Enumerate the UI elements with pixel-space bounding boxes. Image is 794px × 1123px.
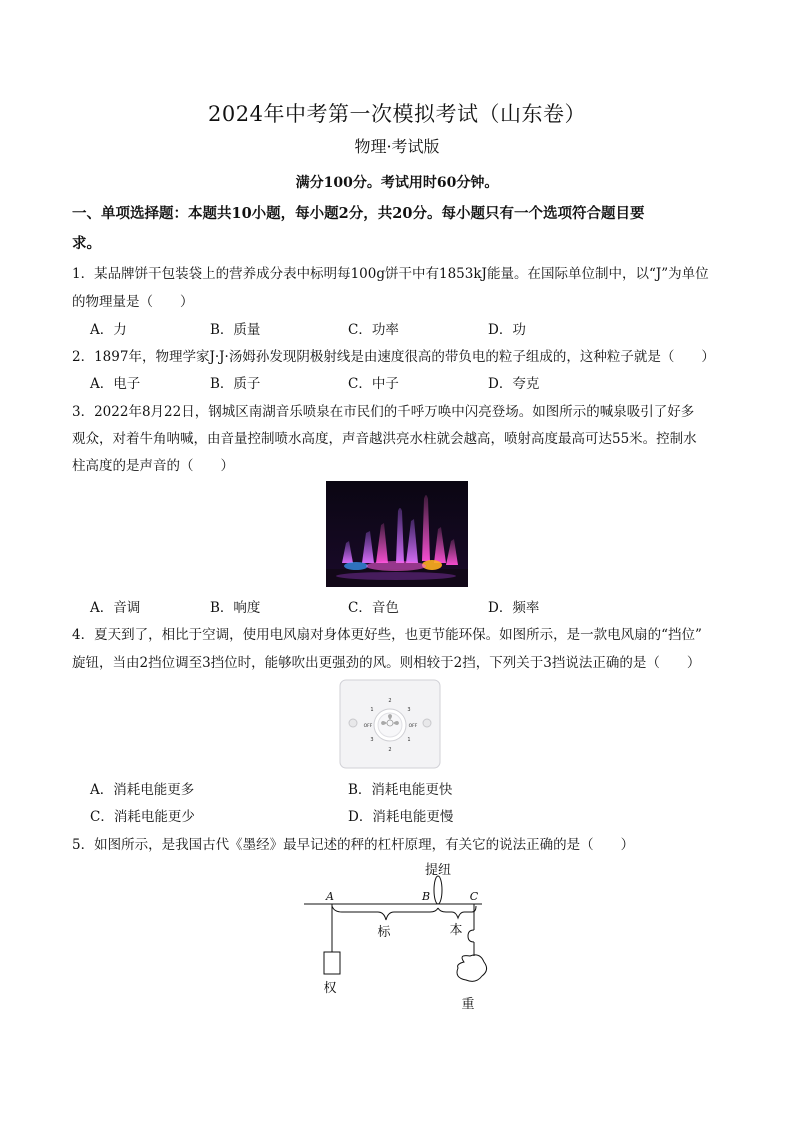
exam-info: 满分100分。考试用时60分钟。	[295, 175, 499, 191]
question-3-line2: 观众，对着牛角呐喊，由音量控制喷水高度，声音越洪亮水柱就会越高，喷射高度最高可达55米。控制水	[72, 431, 697, 447]
knob-label-1-left: 1	[370, 707, 374, 713]
question-1-line2: 的物理量是（ ）	[72, 294, 194, 310]
q1-option-d: D．功	[488, 322, 526, 338]
q4-option-a: A．消耗电能更多	[90, 782, 195, 798]
q1-option-c: C．功率	[348, 322, 399, 338]
section-heading-line2: 求。	[72, 235, 101, 252]
q2-option-b: B．质子	[210, 376, 261, 392]
page-subtitle: 物理·考试版	[354, 137, 440, 156]
knob-label-off-left: OFF	[363, 724, 373, 729]
q1-option-a: A．力	[90, 322, 127, 338]
fan-knob-photo	[339, 679, 441, 769]
question-5-line1: 5．如图所示，是我国古代《墨经》最早记述的秤的杠杆原理，有关它的说法正确的是（ ）	[72, 837, 635, 853]
knob-label-1-right: 1	[407, 737, 411, 743]
q3-option-b: B．响度	[210, 600, 261, 616]
q2-option-a: A．电子	[90, 376, 141, 392]
q3-option-a: A．音调	[90, 600, 141, 616]
knob-label-2-top: 2	[388, 698, 392, 704]
question-4-line2: 旋钮，当由2挡位调至3挡位时，能够吹出更强劲的风。则相较于2挡，下列关于3挡说法正确的是（ ）	[72, 655, 701, 671]
question-3-line3: 柱高度的是声音的（ ）	[72, 458, 234, 474]
label-C: C	[469, 890, 479, 903]
label-ti-niu: 提纽	[424, 863, 452, 878]
knob-label-3-right: 3	[407, 707, 411, 713]
q4-option-c: C．消耗电能更少	[90, 809, 195, 825]
q2-option-c: C．中子	[348, 376, 399, 392]
steelyard-diagram	[298, 858, 498, 1016]
question-4-line1: 4．夏天到了，相比于空调，使用电风扇对身体更好些，也更节能环保。如图所示，是一款电风扇的“挡位”	[72, 627, 702, 643]
q3-option-d: D．频率	[488, 600, 540, 616]
q3-option-c: C．音色	[348, 600, 399, 616]
label-quan: 权	[323, 981, 337, 996]
q2-option-d: D．夸克	[488, 376, 540, 392]
knob-label-2-bottom: 2	[388, 747, 392, 753]
q4-option-b: B．消耗电能更快	[348, 782, 453, 798]
fountain-photo	[326, 481, 468, 587]
question-3-line1: 3．2022年8月22日，钢城区南湖音乐喷泉在市民们的千呼万唤中闪亮登场。如图所示的喊泉吸引了好多	[72, 404, 695, 420]
label-biao: 标	[377, 925, 391, 940]
page-title: 2024年中考第一次模拟考试（山东卷）	[208, 102, 586, 126]
section-heading-line1: 一、单项选择题：本题共10小题，每小题2分，共20分。每小题只有一个选项符合题目要	[72, 205, 645, 222]
label-A: A	[326, 890, 334, 903]
label-B: B	[421, 890, 431, 903]
q1-option-b: B．质量	[210, 322, 261, 338]
knob-label-3-left: 3	[370, 737, 374, 743]
label-ben: 本	[449, 923, 463, 938]
knob-label-off-right: OFF	[408, 724, 418, 729]
question-1-line1: 1．某品牌饼干包装袋上的营养成分表中标明每100g饼干中有1853kJ能量。在国际单位制中，以“J”为单位	[72, 266, 709, 282]
label-zhong: 重	[461, 997, 475, 1012]
question-2-line1: 2．1897年，物理学家J·J·汤姆孙发现阴极射线是由速度很高的带负电的粒子组成的，这种粒子就是（ ）	[72, 349, 715, 365]
q4-option-d: D．消耗电能更慢	[348, 809, 454, 825]
